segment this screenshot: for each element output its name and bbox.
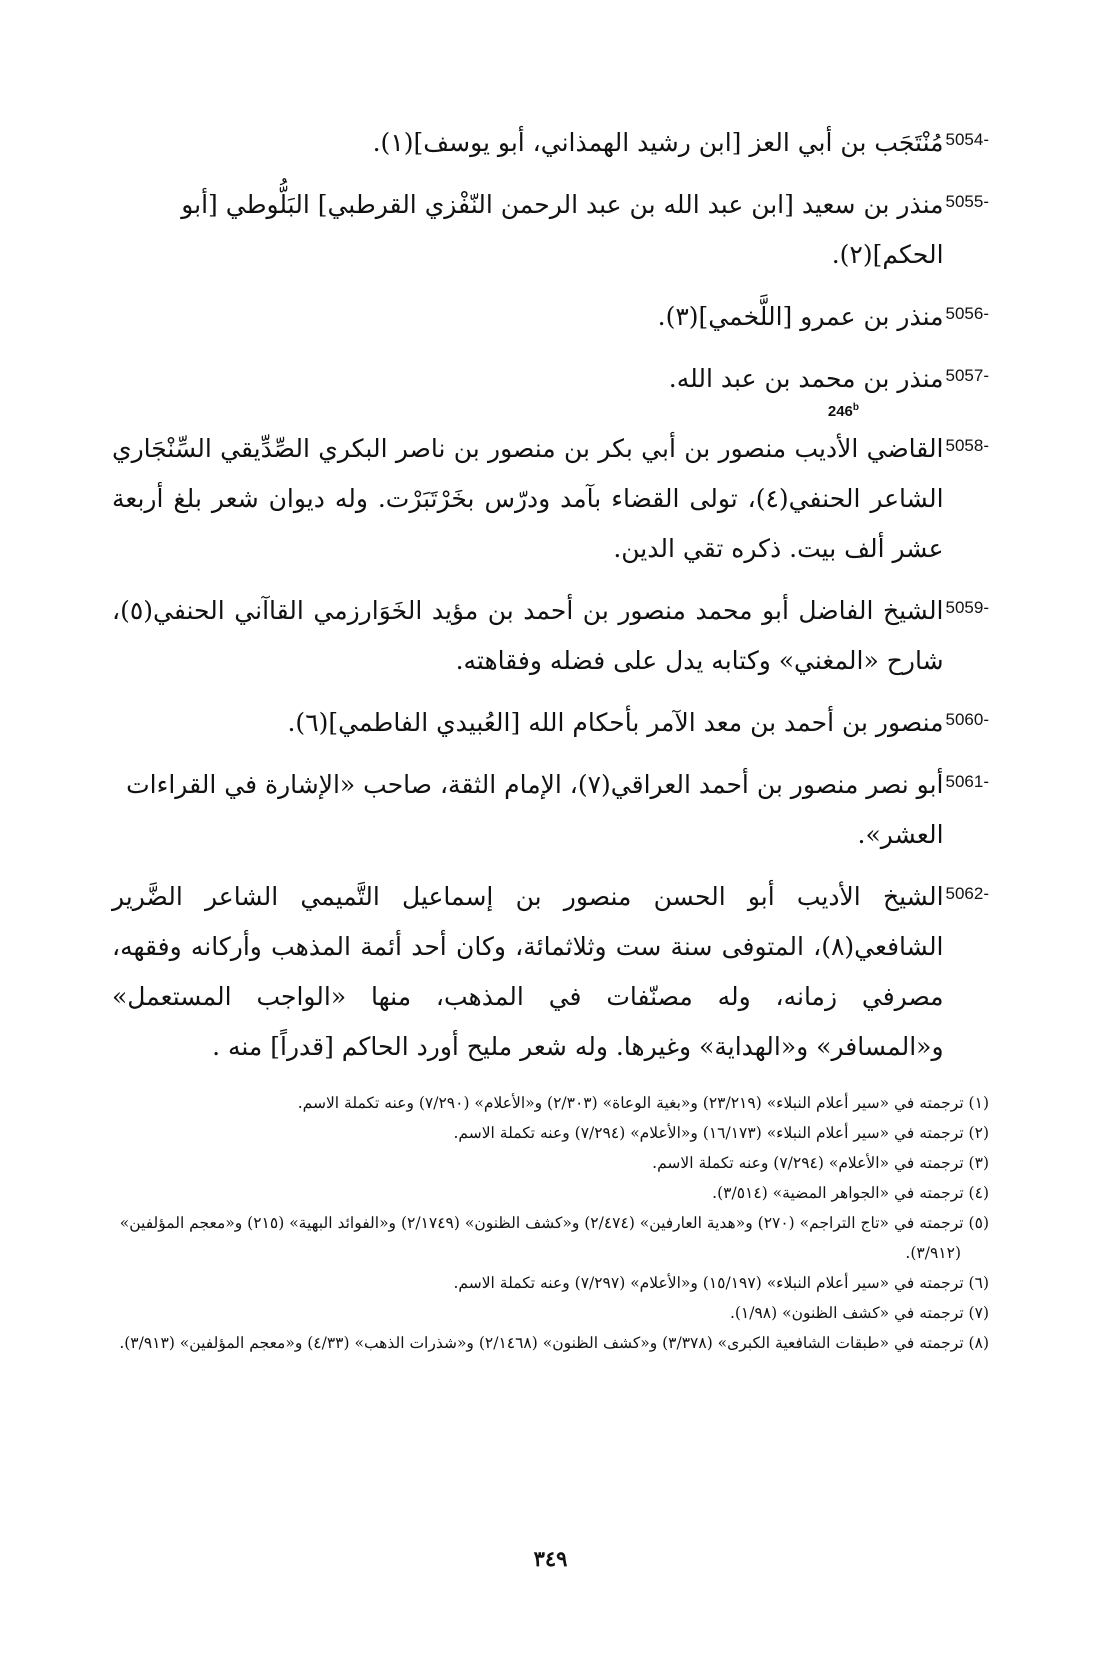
footnote-1: (١) ترجمته في «سير أعلام النبلاء» (٢٣/٢١٩) و«بغية الوعاة» (٢/٣٠٣) و«الأعلام» (٧/٢٩٠) وعنه تكملة الاسم.: [297, 1094, 989, 1112]
entry-text: أبو نصر منصور بن أحمد العراقي(٧)، الإمام الثقة، صاحب «الإشارة في القراءات العشر».: [126, 770, 944, 849]
entry-5056: [112, 292, 989, 342]
entry-number: 5056-: [945, 304, 989, 323]
entry-5055: [112, 180, 989, 280]
entry-5059: [112, 586, 989, 686]
entry-text: القاضي الأديب منصور بن أبي بكر بن منصور بن ناصر البكري الصِّدِّيقي السِّنْجَاري الشاعر الحنفي(٤)، تولى القضاء بآمد ودرّس بخَرْتَبَرْت. وله ديوان شعر بلغ أربعة عشر ألف بيت. ذكره تقي الدين.: [112, 434, 944, 563]
footnote-3: (٣) ترجمته في «الأعلام» (٧/٢٩٤) وعنه تكملة الاسم.: [652, 1154, 989, 1172]
entry-text: منذر بن محمد بن عبد الله.: [668, 364, 944, 393]
entry-number: 5054-: [945, 130, 989, 149]
footnote-8: (٨) ترجمته في «طبقات الشافعية الكبرى» (٣/٣٧٨) و«كشف الظنون» (٢/١٤٦٨) و«شذرات الذهب» (٤/٣٣) و«معجم المؤلفين» (٣/٩١٣).: [119, 1334, 989, 1352]
entry-5060: [112, 698, 989, 748]
page-number: ٣٤٩: [533, 1546, 568, 1571]
entry-number: 5058-: [945, 436, 989, 455]
footnote-4: (٤) ترجمته في «الجواهر المضية» (٣/٥١٤).: [712, 1184, 989, 1202]
entry-5061: [112, 760, 989, 860]
folio-side: b: [852, 402, 859, 413]
footnote-7: (٧) ترجمته في «كشف الظنون» (١/٩٨).: [729, 1304, 989, 1322]
entry-5054: [112, 118, 989, 168]
footnote-5: (٥) ترجمته في «تاج التراجم» (٢٧٠) و«هدية العارفين» (٢/٤٧٤) و«كشف الظنون» (٢/١٧٤٩) و«الفوائد البهية» (٢١٥) و«معجم المؤلفين» (٣/٩١٢).: [119, 1214, 989, 1262]
entry-number: 5059-: [945, 598, 989, 617]
entry-number: 5060-: [945, 710, 989, 729]
entry-number: 5055-: [945, 192, 989, 211]
entry-text: منصور بن أحمد بن معد الآمر بأحكام الله [العُبيدي الفاطمي](٦).: [287, 708, 944, 737]
entry-5058: [112, 424, 989, 574]
entry-5062: [112, 872, 989, 1072]
entry-text: الشيخ الأديب أبو الحسن منصور بن إسماعيل التَّميمي الشاعر الضَّرير الشافعي(٨)، المتوفى سنة ست وثلاثمائة، وكان أحد أئمة المذهب وأركانه وفقهه، مصرفي زمانه، وله مصنّفات في المذهب، منها «الواجب المستعمل» و«المسافر» و«الهداية» وغيرها. وله شعر مليح أورد الحاكم [قدراً] منه .: [112, 882, 944, 1061]
entry-number: 5061-: [945, 772, 989, 791]
entries-list: [112, 118, 989, 1072]
entry-text: منذر بن سعيد [ابن عبد الله بن عبد الرحمن النّفْزي القرطبي] البَلُّوطي [أبو الحكم](٢).: [181, 190, 944, 269]
entry-text: الشيخ الفاضل أبو محمد منصور بن أحمد بن مؤيد الخَوَارزمي القاآني الحنفي(٥)، شارح «المغني» وكتابه يدل على فضله وفقاهته.: [112, 596, 944, 675]
entry-number: 5057-: [945, 366, 989, 385]
footnote-2: (٢) ترجمته في «سير أعلام النبلاء» (١٦/١٧٣) و«الأعلام» (٧/٢٩٤) وعنه تكملة الاسم.: [453, 1124, 989, 1142]
entry-number: 5062-: [945, 884, 989, 903]
footnote-6: (٦) ترجمته في «سير أعلام النبلاء» (١٥/١٩٧) و«الأعلام» (٧/٢٩٧) وعنه تكملة الاسم.: [453, 1274, 989, 1292]
footnotes-section: [112, 1088, 989, 1358]
entry-text: منذر بن عمرو [اللَّخمي](٣).: [657, 302, 944, 331]
folio-number: 246: [827, 403, 853, 420]
entry-text: مُنْتَجَب بن أبي العز [ابن رشيد الهمذاني، أبو يوسف](١).: [372, 128, 944, 157]
